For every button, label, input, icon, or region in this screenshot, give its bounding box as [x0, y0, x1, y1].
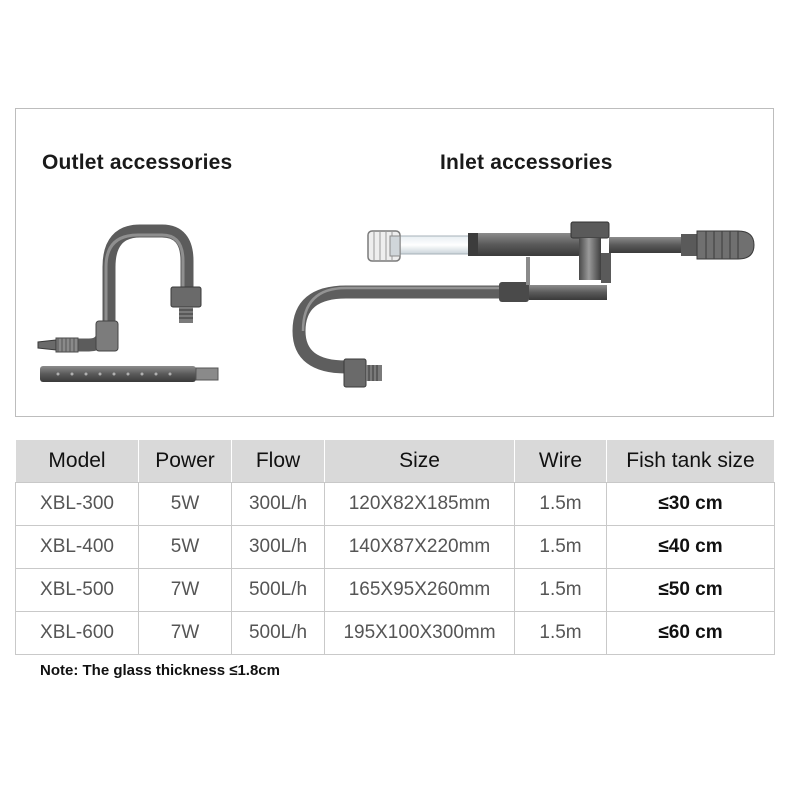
- cell-wire: 1.5m: [515, 483, 607, 526]
- inlet-strainer-right: [681, 231, 754, 259]
- cell-flow: 500L/h: [232, 612, 325, 655]
- cell-power: 7W: [139, 612, 232, 655]
- cell-power: 7W: [139, 569, 232, 612]
- table-row: [16, 483, 775, 526]
- table-row: [16, 526, 775, 569]
- cell-tank-size: ≤50 cm: [607, 569, 775, 612]
- cell-flow: 300L/h: [232, 483, 325, 526]
- cell-size: 165X95X260mm: [325, 569, 515, 612]
- accessories-panel: [15, 108, 774, 417]
- cell-size: 195X100X300mm: [325, 612, 515, 655]
- header-flow: Flow: [232, 440, 325, 483]
- accessory-parts-illustration: [16, 109, 773, 416]
- inlet-accessories-title: Inlet accessories: [440, 151, 613, 174]
- cell-power: 5W: [139, 526, 232, 569]
- cell-size: 140X87X220mm: [325, 526, 515, 569]
- cell-model: XBL-600: [16, 612, 139, 655]
- outlet-accessories-title: Outlet accessories: [42, 151, 233, 174]
- cell-size: 120X82X185mm: [325, 483, 515, 526]
- table-row: [16, 612, 775, 655]
- inlet-strainer-left: [368, 231, 400, 261]
- inlet-j-pipe: [299, 282, 607, 387]
- table-row: [16, 569, 775, 612]
- cell-tank-size: ≤30 cm: [607, 483, 775, 526]
- outlet-elbow-nozzle: [38, 321, 118, 352]
- header-model: Model: [16, 440, 139, 483]
- outlet-u-pipe: [106, 231, 201, 331]
- specification-table: [15, 439, 775, 655]
- header-wire: Wire: [515, 440, 607, 483]
- cell-wire: 1.5m: [515, 569, 607, 612]
- header-fish-tank-size: Fish tank size: [607, 440, 775, 483]
- cell-tank-size: ≤40 cm: [607, 526, 775, 569]
- cell-model: XBL-500: [16, 569, 139, 612]
- cell-model: XBL-400: [16, 526, 139, 569]
- glass-thickness-note: Note: The glass thickness ≤1.8cm: [40, 662, 280, 679]
- header-power: Power: [139, 440, 232, 483]
- cell-power: 5W: [139, 483, 232, 526]
- cell-wire: 1.5m: [515, 612, 607, 655]
- cell-model: XBL-300: [16, 483, 139, 526]
- header-size: Size: [325, 440, 515, 483]
- cell-wire: 1.5m: [515, 526, 607, 569]
- cell-flow: 300L/h: [232, 526, 325, 569]
- cell-tank-size: ≤60 cm: [607, 612, 775, 655]
- table-header-row: [16, 440, 775, 483]
- inlet-telescopic-tube: [400, 222, 685, 285]
- cell-flow: 500L/h: [232, 569, 325, 612]
- outlet-spray-bar: [40, 366, 218, 382]
